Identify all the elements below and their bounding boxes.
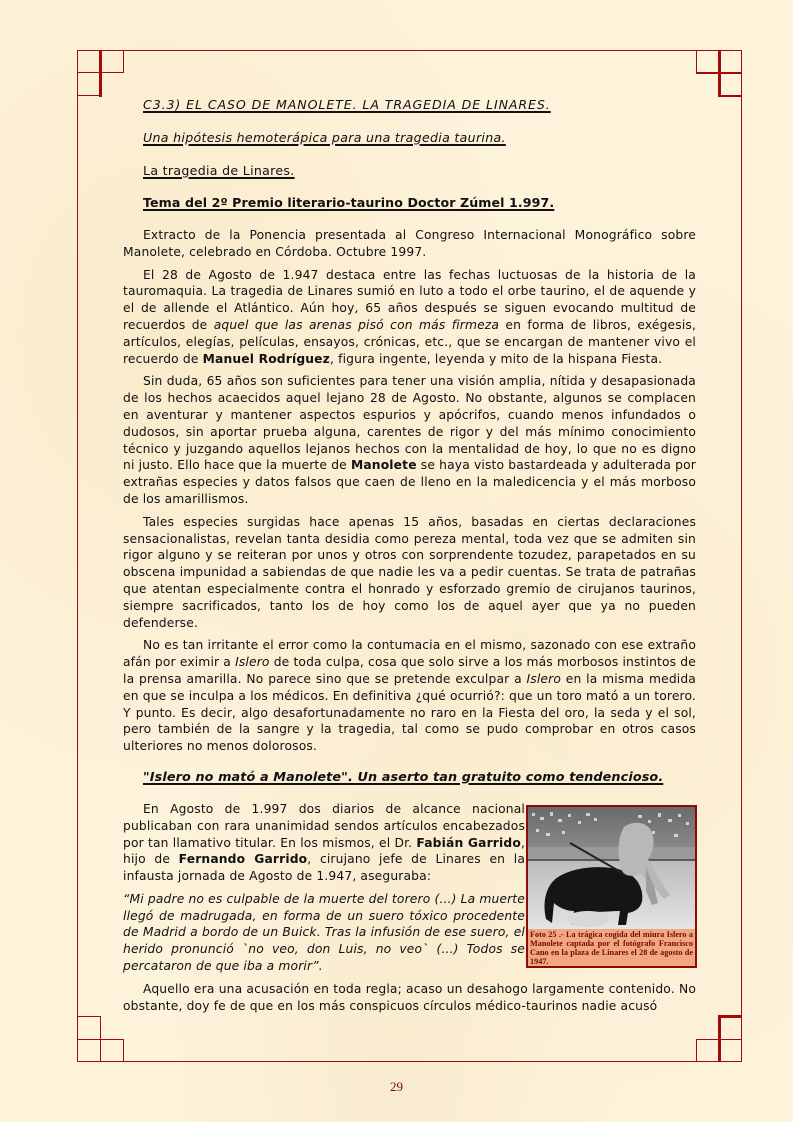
subtitle-hypothesis: Una hipótesis hemoterápica para una tragedia taurina.	[143, 130, 506, 145]
islero-heading: "Islero no mató a Manolete". Un aserto tan gratuito como tendencioso.	[143, 769, 664, 785]
text-run: en forma de libros, exégesis, artículos, elegías, películas, ensayos, crónicas, etc., que se encargan de mantener vivo el recuerdo de	[123, 317, 696, 366]
bold-name: Fernando Garrido	[178, 852, 308, 867]
photo-figure	[526, 805, 697, 968]
block-quote: “Mi padre no es culpable de la muerte del torero (...) La muerte llegó de madrugada, en forma de un suero tóxico procedente de Madrid a bordo de un Buick. Tras la infusión de ese suero, el herido pronunció `no veo, don Luis, no veo` (...) Todos se percataron de que iba a morir”.	[123, 891, 525, 974]
text-run: , figura ingente, leyenda y mito de la hispana Fiesta.	[329, 351, 663, 366]
page-number: 29	[390, 1079, 403, 1094]
bold-name: Manolete	[350, 458, 417, 473]
bold-name: Manuel Rodríguez	[202, 351, 330, 366]
photo-caption: Foto 25 .- La trágica cogida del miura Islero a Manolete captada por el fotógrafo Francisco Cano en la plaza de Linares el 28 de agosto de 1947.	[530, 930, 693, 966]
section-title: C3.3) EL CASO DE MANOLETE. LA TRAGEDIA DE LINARES.	[143, 97, 551, 112]
italic-quote: aquel que las arenas pisó con más firmeza	[213, 317, 500, 332]
paragraph-doubts	[123, 373, 696, 507]
text-run: se haya visto bastardeada y adulterada por extrañas especies y datos falsos que caen de lleno en la maledicencia y el más morboso de los amarillismos.	[123, 458, 696, 506]
bold-name: Fabián Garrido	[416, 835, 521, 850]
text-run: de toda culpa, cosa que solo sirve a los más morbosos instintos de la prensa amarilla. No parece sino que se pretende exculpar a	[123, 655, 696, 686]
text-run: El 28 de Agosto de 1.947 destaca entre las fechas luctuosas de la historia de la tauromaquia. La tragedia de Linares sumió en luto a todo el orbe taurino, el de aquende y el de allende el Atlántico. Aún hoy, 65 años después se siguen evocando multitud de recuerdos de	[123, 267, 696, 332]
bullfight-photo	[528, 807, 695, 929]
paragraph-extract: Extracto de la Ponencia presentada al Congreso Internacional Monográfico sobre Manolete, celebrado en Córdoba. Octubre 1997.	[123, 228, 696, 259]
paragraph-accusation: Aquello era una acusación en toda regla; acaso un desahogo largamente contenido. No obstante, doy fe de que en los más conspicuos círculos médico-taurinos nadie acusó	[123, 981, 696, 1013]
text-run: Sin duda, 65 años son suficientes para tener una visión amplia, nítida y desapasionada de los hechos acaecidos aquel lejano 28 de Agosto. No obstante, algunos se complacen en aventurar y mantener aspectos espurios y apócrifos, cuando menos infundados o dudosos, sin aportar prueba alguna, carentes de rigor y del más mínimo conocimiento técnico y juzgando aquellos lejanos hechos con la mentalidad de hoy, lo que no es digno ni justo. Ello hace que la muerte de	[123, 374, 696, 473]
text-run: , hijo de	[123, 835, 525, 867]
subtitle-tragedy: La tragedia de Linares.	[143, 163, 295, 178]
italic-bull-name: Islero	[526, 671, 562, 686]
italic-bull-name: Islero	[235, 655, 270, 670]
paragraph-error	[123, 637, 696, 755]
text-run: En Agosto de 1.997 dos diarios de alcance nacional publicaban con rara unanimidad sendos artículos encabezados por tan llamativo titular. En los mismos, el Dr.	[123, 801, 525, 850]
paragraph-anniversary	[123, 267, 696, 368]
theme-heading: Tema del 2º Premio literario-taurino Doctor Zúmel 1.997.	[143, 195, 555, 210]
paragraph-newspapers	[123, 801, 525, 885]
text-run: en la misma medida en que se inculpa a los médicos. En definitiva ¿qué ocurrió?: que un toro mató a un torero. Y punto. Es decir, algo desafortunadamente no raro en la Fiesta del oro, la seda y el sol, pero también de la sangre y la tragedia, tal como se pudo comprobar en otros casos ulteriores no menos dolorosos.	[123, 671, 696, 754]
text-run: , cirujano jefe de Linares en la infausta jornada de Agosto de 1.947, aseguraba:	[123, 852, 526, 884]
text-run: No es tan irritante el error como la contumacia en el mismo, sazonado con ese extraño afán por eximir a	[123, 638, 696, 670]
paragraph-rumors: Tales especies surgidas hace apenas 15 años, basadas en ciertas declaraciones sensacionalistas, revelan tanta desidia como pereza mental, toda vez que se admiten sin rigor alguno y se reiteran por unos y otros con sorprendente tozudez, parapetados en su obscena impunidad a sabiendas de que nadie les va a pedir cuentas. Se trata de patrañas que atentan especialmente contra el honrado y esforzado gremio de cirujanos taurinos, siempre sacrificados, tanto los de hoy como los de aquel ayer que ya no pueden defenderse.	[123, 514, 696, 630]
